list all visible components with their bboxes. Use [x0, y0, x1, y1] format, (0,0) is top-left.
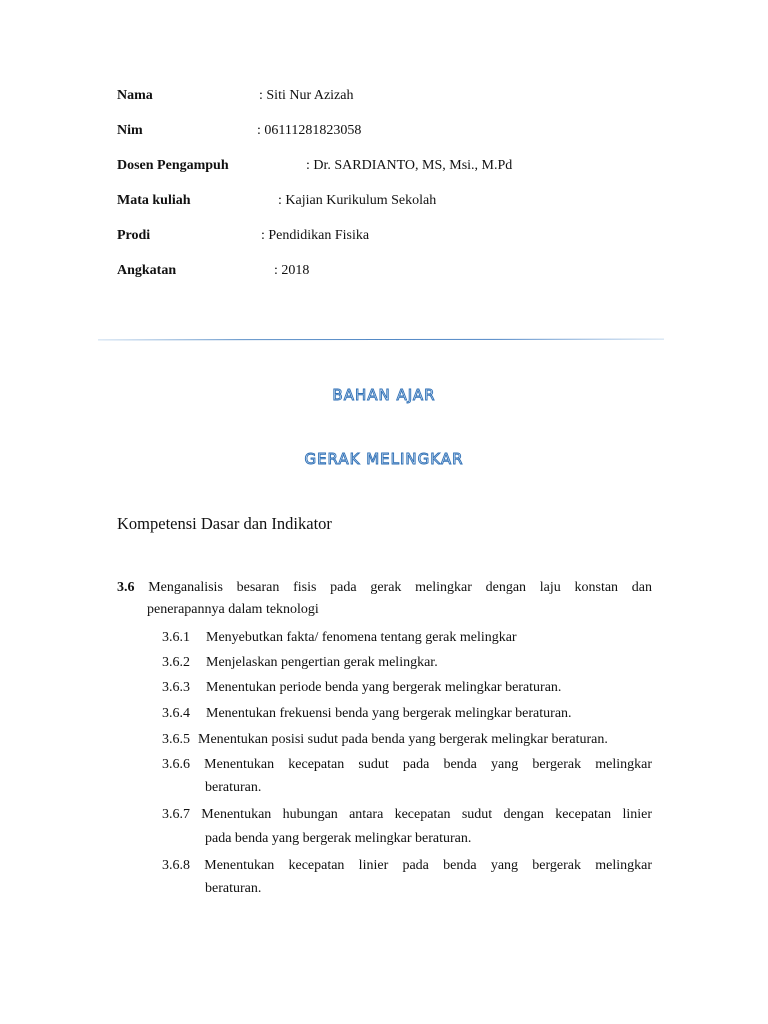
indicator-item: [162, 678, 652, 698]
field-label: Angkatan: [117, 263, 177, 278]
kd-text-continued: penerapannya dalam teknologi: [147, 602, 319, 617]
indicator-item: [162, 704, 652, 724]
indicator-item: [162, 805, 652, 825]
title-bahan-ajar: BAHAN AJAR: [332, 386, 436, 404]
indicator-text: Menentukan frekuensi benda yang bergerak melingkar beraturan.: [206, 706, 572, 721]
kd-line: [117, 578, 652, 598]
indicator-text: Menentukan hubungan antara kecepatan sudut dengan kecepatan linier: [201, 807, 652, 822]
indicator-number: 3.6.5: [162, 732, 190, 747]
indicator-text-continued: beraturan.: [205, 780, 262, 795]
indicator-text: Menyebutkan fakta/ fenomena tentang gerak melingkar: [206, 630, 517, 645]
indicator-text: Menentukan kecepatan sudut pada benda yang bergerak melingkar: [204, 757, 652, 772]
divider-line: [98, 339, 664, 341]
field-label: Prodi: [117, 228, 151, 243]
indicator-number: 3.6.2: [162, 655, 190, 670]
indicator-number: 3.6.4: [162, 706, 190, 721]
field-value: : 06111281823058: [257, 123, 362, 138]
field-label: Nama: [117, 88, 153, 103]
indicator-item: [162, 730, 652, 750]
field-value: : Siti Nur Azizah: [259, 88, 354, 103]
indicator-number: 3.6.7: [162, 807, 190, 822]
indicator-item: [162, 755, 652, 775]
indicator-number: 3.6.3: [162, 680, 190, 695]
field-value: : 2018: [274, 263, 310, 278]
title-gerak-melingkar: GERAK MELINGKAR: [304, 450, 464, 468]
field-label: Nim: [117, 123, 143, 138]
kd-text: Menganalisis besaran fisis pada gerak melingkar dengan laju konstan dan: [148, 580, 652, 595]
indicator-number: 3.6.6: [162, 757, 190, 772]
indicator-text-continued: pada benda yang bergerak melingkar beraturan.: [205, 831, 472, 846]
indicator-number: 3.6.8: [162, 858, 190, 873]
indicator-item: [162, 653, 652, 673]
indicator-item: [162, 628, 652, 648]
field-value: : Dr. SARDIANTO, MS, Msi., M.Pd: [306, 158, 513, 173]
field-label: Mata kuliah: [117, 193, 191, 208]
field-value: : Pendidikan Fisika: [261, 228, 370, 243]
indicator-text: Menentukan periode benda yang bergerak melingkar beraturan.: [206, 680, 562, 695]
field-label: Dosen Pengampuh: [117, 158, 229, 173]
field-value: : Kajian Kurikulum Sekolah: [278, 193, 437, 208]
indicator-item: [162, 856, 652, 876]
indicator-text: Menjelaskan pengertian gerak melingkar.: [206, 655, 438, 670]
kd-number: 3.6: [117, 580, 135, 595]
indicator-number: 3.6.1: [162, 630, 190, 645]
indicator-text: Menentukan kecepatan linier pada benda yang bergerak melingkar: [204, 858, 652, 873]
section-heading: Kompetensi Dasar dan Indikator: [117, 514, 332, 533]
indicator-text: Menentukan posisi sudut pada benda yang bergerak melingkar beraturan.: [198, 732, 608, 747]
indicator-text-continued: beraturan.: [205, 881, 262, 896]
